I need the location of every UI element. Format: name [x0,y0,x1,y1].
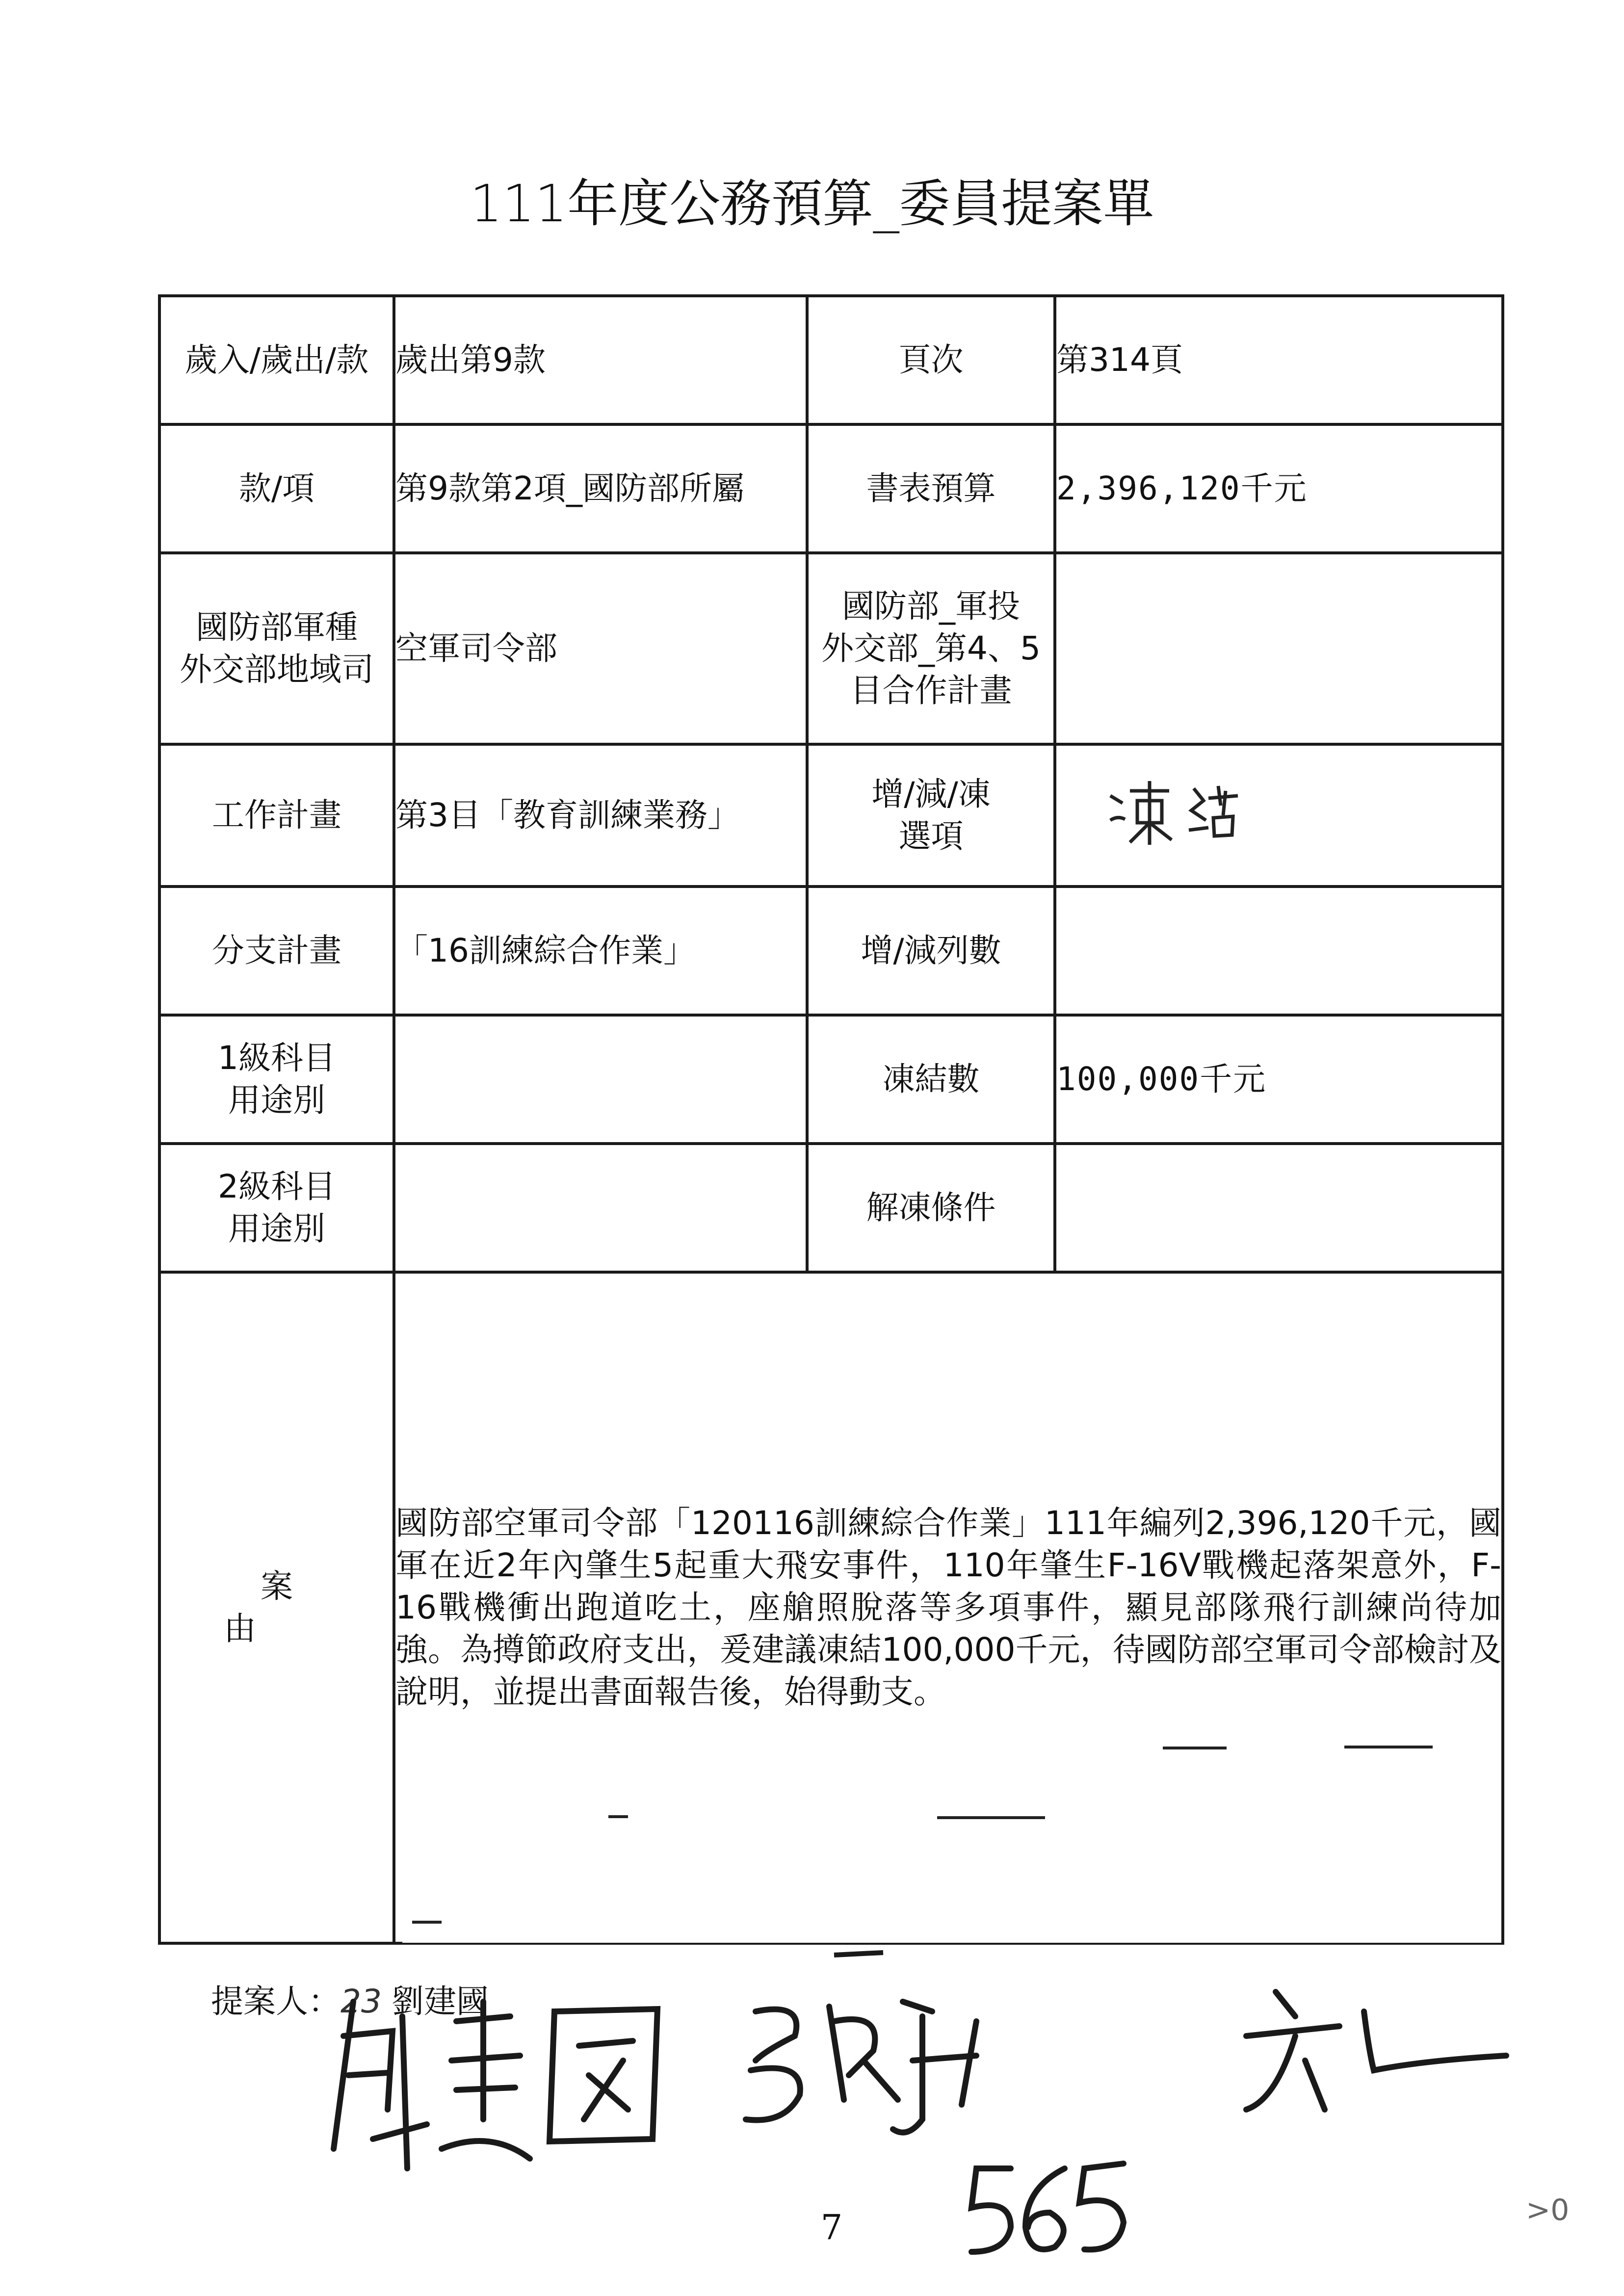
label-account-item: 款/項 [159,424,394,553]
label-level2-subject-line1: 2級科目 [218,1168,336,1205]
label-page: 頁次 [807,296,1055,424]
value-revenue-expense-account: 歲出第9款 [394,296,807,424]
label-reason-text: 案由 [224,1567,367,1647]
signature-3 [1246,1992,1506,2110]
label-cooperation-plan-line1: 國防部_軍投 [842,587,1020,625]
corner-mark: >0 [1526,2193,1570,2227]
proposer-number-handwritten: 23 [341,1983,382,2020]
value-freeze-amount: 100,000千元 [1055,1015,1503,1144]
value-work-plan: 第3目「教育訓練業務」 [394,744,807,887]
label-military-branch-line1: 國防部軍種 [196,608,358,646]
form-title: 111年度公務預算_委員提案單 [470,174,1154,234]
label-work-plan: 工作計畫 [159,744,394,887]
value-branch-plan: 「16訓練綜合作業」 [394,887,807,1015]
value-reason: 國防部空軍司令部「120116訓練綜合作業」111年編列2,396,120千元，國軍在近2年內肇生5起重大飛安事件，110年肇生F-16V戰機起落架意外，F-16戰機衝出跑道吃土，座艙照脫落等多項事件，顯見部隊飛行訓練尚待加強。為撙節政府支出，爰建議凍結100,000千元，待國防部空軍司令部檢討及說明，並提出書面報告後，始得動支。 [394,1272,1503,1943]
label-unfreeze-condition: 解凍條件 [807,1144,1055,1272]
value-page: 第314頁 [1055,296,1503,424]
value-account-item: 第9款第2項_國防部所屬 [394,424,807,553]
label-military-branch-line2: 外交部地域司 [180,651,374,688]
signature-1 [334,2002,657,2168]
proposer-name: 劉建國 [391,1983,489,2020]
label-level1-subject-line1: 1級科目 [218,1039,336,1077]
label-freeze-amount: 凍結數 [807,1015,1055,1144]
value-military-branch: 空軍司令部 [394,553,807,744]
label-level1-subject-line2: 用途別 [228,1081,325,1119]
label-adjust-amount: 增/減列數 [807,887,1055,1015]
label-adjust-option-line1: 增/減/凍 [871,775,991,813]
label-cooperation-plan-line2: 外交部_第4、5 [821,629,1041,667]
signature-2 [746,2002,976,2133]
label-adjust-option-line2: 選項 [898,817,964,855]
value-statement-budget: 2,396,120千元 [1055,424,1503,553]
label-cooperation-plan-line3: 目合作計畫 [850,672,1012,709]
label-statement-budget: 書表預算 [807,424,1055,553]
label-branch-plan: 分支計畫 [159,887,394,1015]
label-revenue-expense-account: 歲入/歲出/款 [159,296,394,424]
label-level2-subject-line2: 用途別 [228,1210,325,1248]
proposer-label: 提案人： [211,1983,341,2020]
page-number: 7 [820,2207,843,2247]
handwritten-tally [971,2164,1124,2252]
signature-stroke [834,1953,883,1955]
